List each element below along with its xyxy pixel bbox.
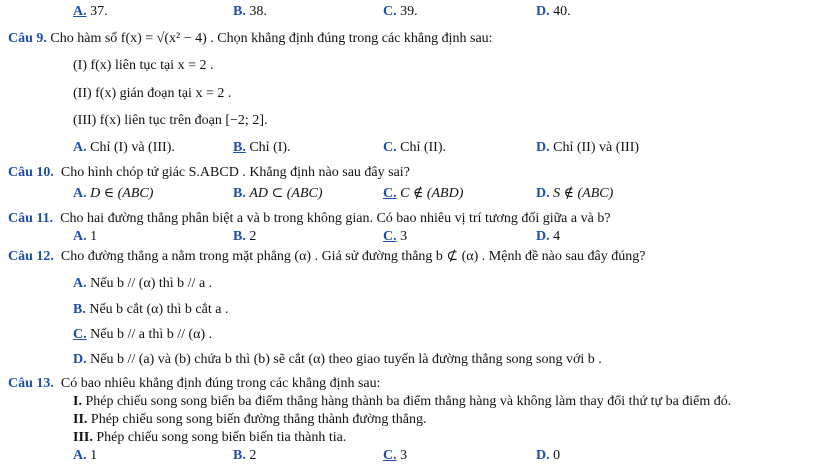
question-13-statement-3 [73,429,346,447]
question-11-option-c [383,228,407,246]
option-label: A. [73,276,87,291]
option-value: 2 [249,229,257,244]
option-label: D. [536,186,550,201]
question-label: Câu 13. [8,376,54,391]
question-text: Cho hai đường thẳng phân biệt a và b trong không gian. Có bao nhiêu vị trí tương đối giữa a và b? [60,211,611,226]
question-9-statement-1: (I) f(x) liên tục tại x = 2 . [73,58,214,73]
option-value: D ∈ (ABC) [90,186,154,201]
option-label: C. [383,140,397,155]
option-value: 1 [90,229,98,244]
statement-label: I. [73,394,82,409]
question-9-option-b [233,139,291,157]
option-label: A. [73,229,87,244]
option-label: C. [73,327,87,342]
option-label: C. [383,186,397,201]
question-13-option-d [536,447,560,465]
option-value: C ∉ (ABD) [400,186,464,201]
option-value: 2 [249,448,257,463]
question-13-stem [8,375,381,393]
option-value: Chỉ (II). [400,140,447,155]
question-11-option-b [233,228,256,246]
question-11-option-a [73,228,97,246]
question-12-option-a [73,275,212,293]
option-value: Nếu b cắt (α) thì b cắt a . [89,302,229,317]
statement-text: Phép chiếu song song biến ba điểm thẳng hàng thành ba điểm thẳng hàng và không làm thay đổi thứ tự ba điểm đó. [85,394,732,409]
option-label: B. [233,448,246,463]
option-value: 39. [400,4,418,19]
option-value: Nếu b // (a) và (b) chứa b thì (b) sẽ cắt (α) theo giao tuyến là đường thẳng song song với b . [90,352,602,367]
question-text: Cho hình chóp tứ giác S.ABCD . Khẳng định nào sau đây sai? [60,165,410,180]
option-value: Chỉ (I). [249,140,291,155]
question-10-option-a [73,185,153,203]
option-value: 37. [90,4,108,19]
option-label: B. [233,140,246,155]
option-label: A. [73,140,87,155]
option-label: A. [73,186,87,201]
option-label: D. [536,4,550,19]
option-label: C. [383,229,397,244]
question-12-stem [8,248,646,266]
statement-label: II. [73,412,88,427]
option-label: D. [536,448,550,463]
option-value: 38. [249,4,267,19]
option-value: Nếu b // (α) thì b // a . [90,276,213,291]
question-9-statement-2: (II) f(x) gián đoạn tại x = 2 . [73,86,232,101]
option-label: B. [73,302,86,317]
question-10-stem [8,164,410,182]
question-text: Cho hàm số f(x) = √(x² − 4) . Chọn khẳng định đúng trong các khẳng định sau: [50,31,493,46]
question-10-option-d [536,185,613,203]
question-12-option-b [73,301,228,319]
question-13-option-a [73,447,97,465]
option-value: Chỉ (II) và (III) [553,140,640,155]
option-value: S ∉ (ABC) [553,186,614,201]
question-13-option-b [233,447,256,465]
option-value: 4 [553,229,561,244]
option-value: 40. [553,4,571,19]
question-label: Câu 11. [8,211,54,226]
question-9-option-d [536,139,639,157]
question-9-statement-3: (III) f(x) liên tục trên đoạn [−2; 2]. [73,113,268,128]
top-option-b [233,3,267,21]
question-13-statement-1 [73,393,731,411]
top-option-d [536,3,571,21]
statement-text: Phép chiếu song song biến biến tia thành tia. [96,430,347,445]
question-9-option-a [73,139,175,157]
question-12-option-d [73,351,602,369]
option-label: B. [233,186,246,201]
statement-label: III. [73,430,93,445]
option-value: 3 [400,229,408,244]
question-9-stem [8,30,493,48]
option-label: D. [536,229,550,244]
question-12-option-c [73,326,212,344]
question-13-option-c [383,447,407,465]
option-value: Nếu b // a thì b // (α) . [90,327,213,342]
option-label: C. [383,4,397,19]
option-label: B. [233,4,246,19]
option-label: D. [73,352,87,367]
question-9-option-c [383,139,446,157]
option-value: AD ⊂ (ABC) [249,186,323,201]
question-11-option-d [536,228,560,246]
option-label: C. [383,448,397,463]
option-label: A. [73,4,87,19]
question-13-statement-2 [73,411,427,429]
question-label: Câu 12. [8,249,54,264]
option-value: 0 [553,448,561,463]
question-10-option-b [233,185,323,203]
statement-text: Phép chiếu song song biến đường thẳng thành đường thẳng. [90,412,427,427]
option-label: A. [73,448,87,463]
option-value: Chỉ (I) và (III). [90,140,175,155]
question-text: Có bao nhiêu khẳng định đúng trong các khẳng định sau: [60,376,381,391]
top-option-c [383,3,418,21]
question-10-option-c [383,185,463,203]
question-11-stem [8,210,611,228]
option-value: 1 [90,448,98,463]
question-label: Câu 10. [8,165,54,180]
question-label: Câu 9. [8,31,47,46]
top-option-a [73,3,108,21]
option-label: D. [536,140,550,155]
option-value: 3 [400,448,408,463]
question-text: Cho đường thẳng a nằm trong mặt phẳng (α) . Giả sử đường thẳng b ⊄ (α) . Mệnh đề nào sau đây đúng? [60,249,646,264]
option-label: B. [233,229,246,244]
